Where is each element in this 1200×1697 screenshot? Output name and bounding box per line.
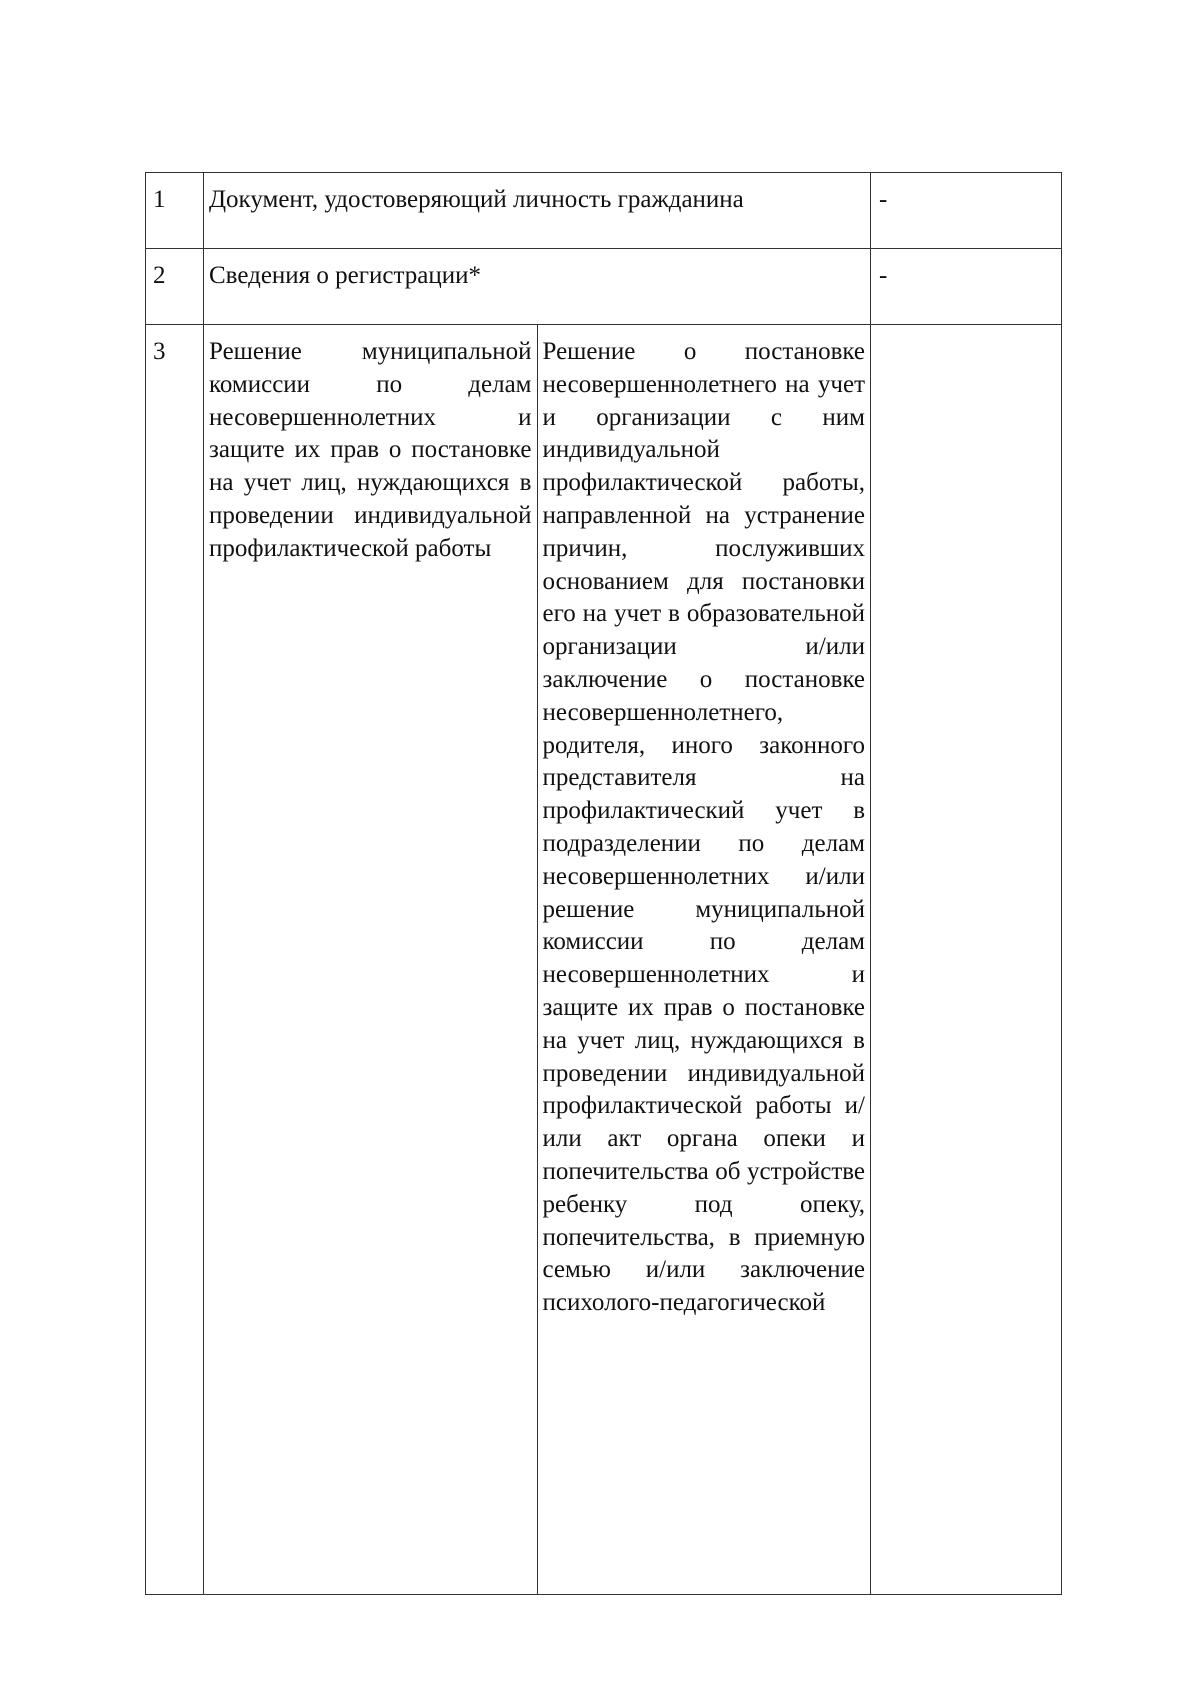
row-document-name: Решение муниципальной комиссии по делам несовершеннолетних и защите их прав о постановке на учет лиц, нуждающихся в проведении индивидуальной профилактической работы: [204, 325, 538, 1595]
table-row: [146, 249, 1062, 325]
row-document-name: Сведения о регистрации*: [204, 249, 871, 325]
row-number: 2: [146, 249, 204, 325]
row-document-name: Документ, удостоверяющий личность гражданина: [204, 173, 871, 249]
row-document-description: Решение о постановке несовершеннолетнего на учет и организации с ним индивидуальной профилактической работы, направленной на устранение причин, послуживших основанием для постановки его на учет в образовательной организации и/или заключение о постановке несовершеннолетнего, родителя, иного законного представителя на профилактический учет в подразделении по делам несовершеннолетних и/или решение муниципальной комиссии по делам несовершеннолетних и защите их прав о постановке на учет лиц, нуждающихся в проведении индивидуальной профилактической работы и/или акт органа опеки и попечительства об устройстве ребенку под опеку, попечительства, в приемную семью и/или заключение психолого-педагогической: [537, 325, 871, 1595]
table-row: [146, 325, 1062, 1595]
row-value: -: [871, 173, 1062, 249]
row-number: 3: [146, 325, 204, 1595]
table-row: [146, 173, 1062, 249]
row-value: [871, 325, 1062, 1595]
documents-table: [145, 172, 1062, 1595]
row-number: 1: [146, 173, 204, 249]
row-value: -: [871, 249, 1062, 325]
